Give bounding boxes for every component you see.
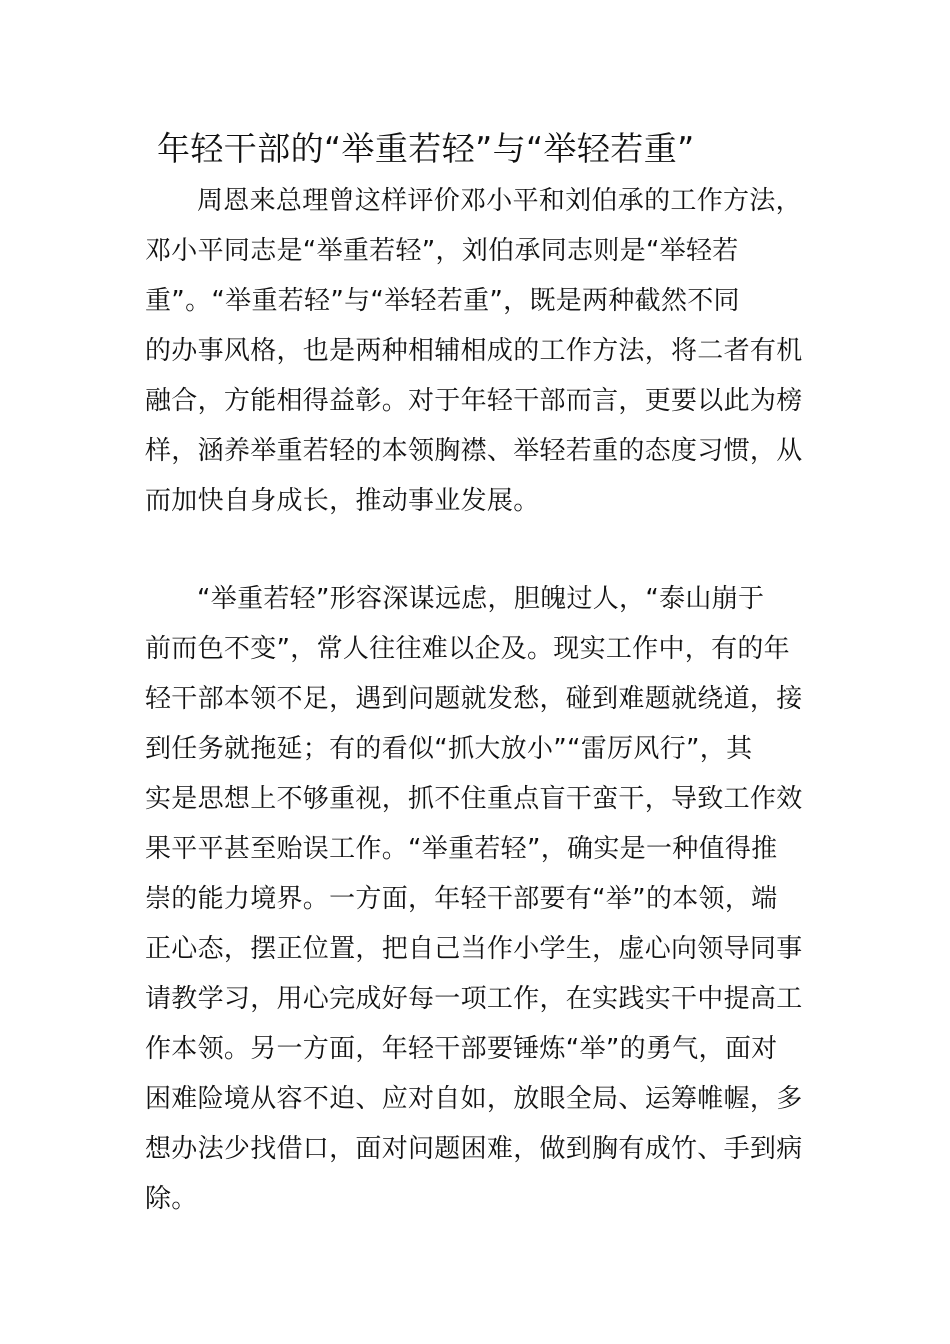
paragraph-line: 到任务就拖延；有的看似“抓大放小”“雷厉风行”，其	[145, 734, 753, 764]
paragraph-line: 想办法少找借口，面对问题困难，做到胸有成竹、手到病	[145, 1134, 803, 1164]
paragraph-line: 而加快自身成长，推动事业发展。	[145, 486, 540, 516]
paragraph-line: 正心态，摆正位置，把自己当作小学生，虚心向领导同事	[145, 934, 803, 964]
paragraph-line: “举重若轻”形容深谋远虑，胆魄过人，“泰山崩于	[197, 584, 765, 614]
paragraph-line: 实是思想上不够重视，抓不住重点盲干蛮干，导致工作效	[145, 784, 803, 814]
paragraph-line: 周恩来总理曾这样评价邓小平和刘伯承的工作方法，	[197, 186, 802, 216]
paragraph-line: 的办事风格，也是两种相辅相成的工作方法，将二者有机	[145, 336, 803, 366]
paragraph-line: 果平平甚至贻误工作。“举重若轻”，确实是一种值得推	[145, 834, 778, 864]
paragraph-intro	[145, 176, 807, 526]
paragraph-line: 融合，方能相得益彰。对于年轻干部而言，更要以此为榜	[145, 386, 803, 416]
paragraph-line: 前而色不变”，常人往往难以企及。现实工作中，有的年	[145, 634, 790, 664]
paragraph-line: 邓小平同志是“举重若轻”，刘伯承同志则是“举轻若	[145, 236, 739, 266]
document-title: 年轻干部的“举重若轻”与“举轻若重”	[157, 129, 695, 168]
paragraph-line: 除。	[145, 1184, 198, 1214]
paragraph-line: 崇的能力境界。一方面，年轻干部要有“举”的本领，端	[145, 884, 778, 914]
paragraph-line: 请教学习，用心完成好每一项工作，在实践实干中提高工	[145, 984, 803, 1014]
paragraph-line: 困难险境从容不迫、应对自如，放眼全局、运筹帷幄，多	[145, 1084, 803, 1114]
paragraph-line: 作本领。另一方面，年轻干部要锤炼“举”的勇气，面对	[145, 1034, 778, 1064]
paragraph-line: 重”。“举重若轻”与“举轻若重”，既是两种截然不同	[145, 286, 740, 316]
paragraph-body	[145, 574, 807, 1224]
paragraph-line: 样，涵养举重若轻的本领胸襟、举轻若重的态度习惯，从	[145, 436, 803, 466]
paragraph-line: 轻干部本领不足，遇到问题就发愁，碰到难题就绕道，接	[145, 684, 803, 714]
